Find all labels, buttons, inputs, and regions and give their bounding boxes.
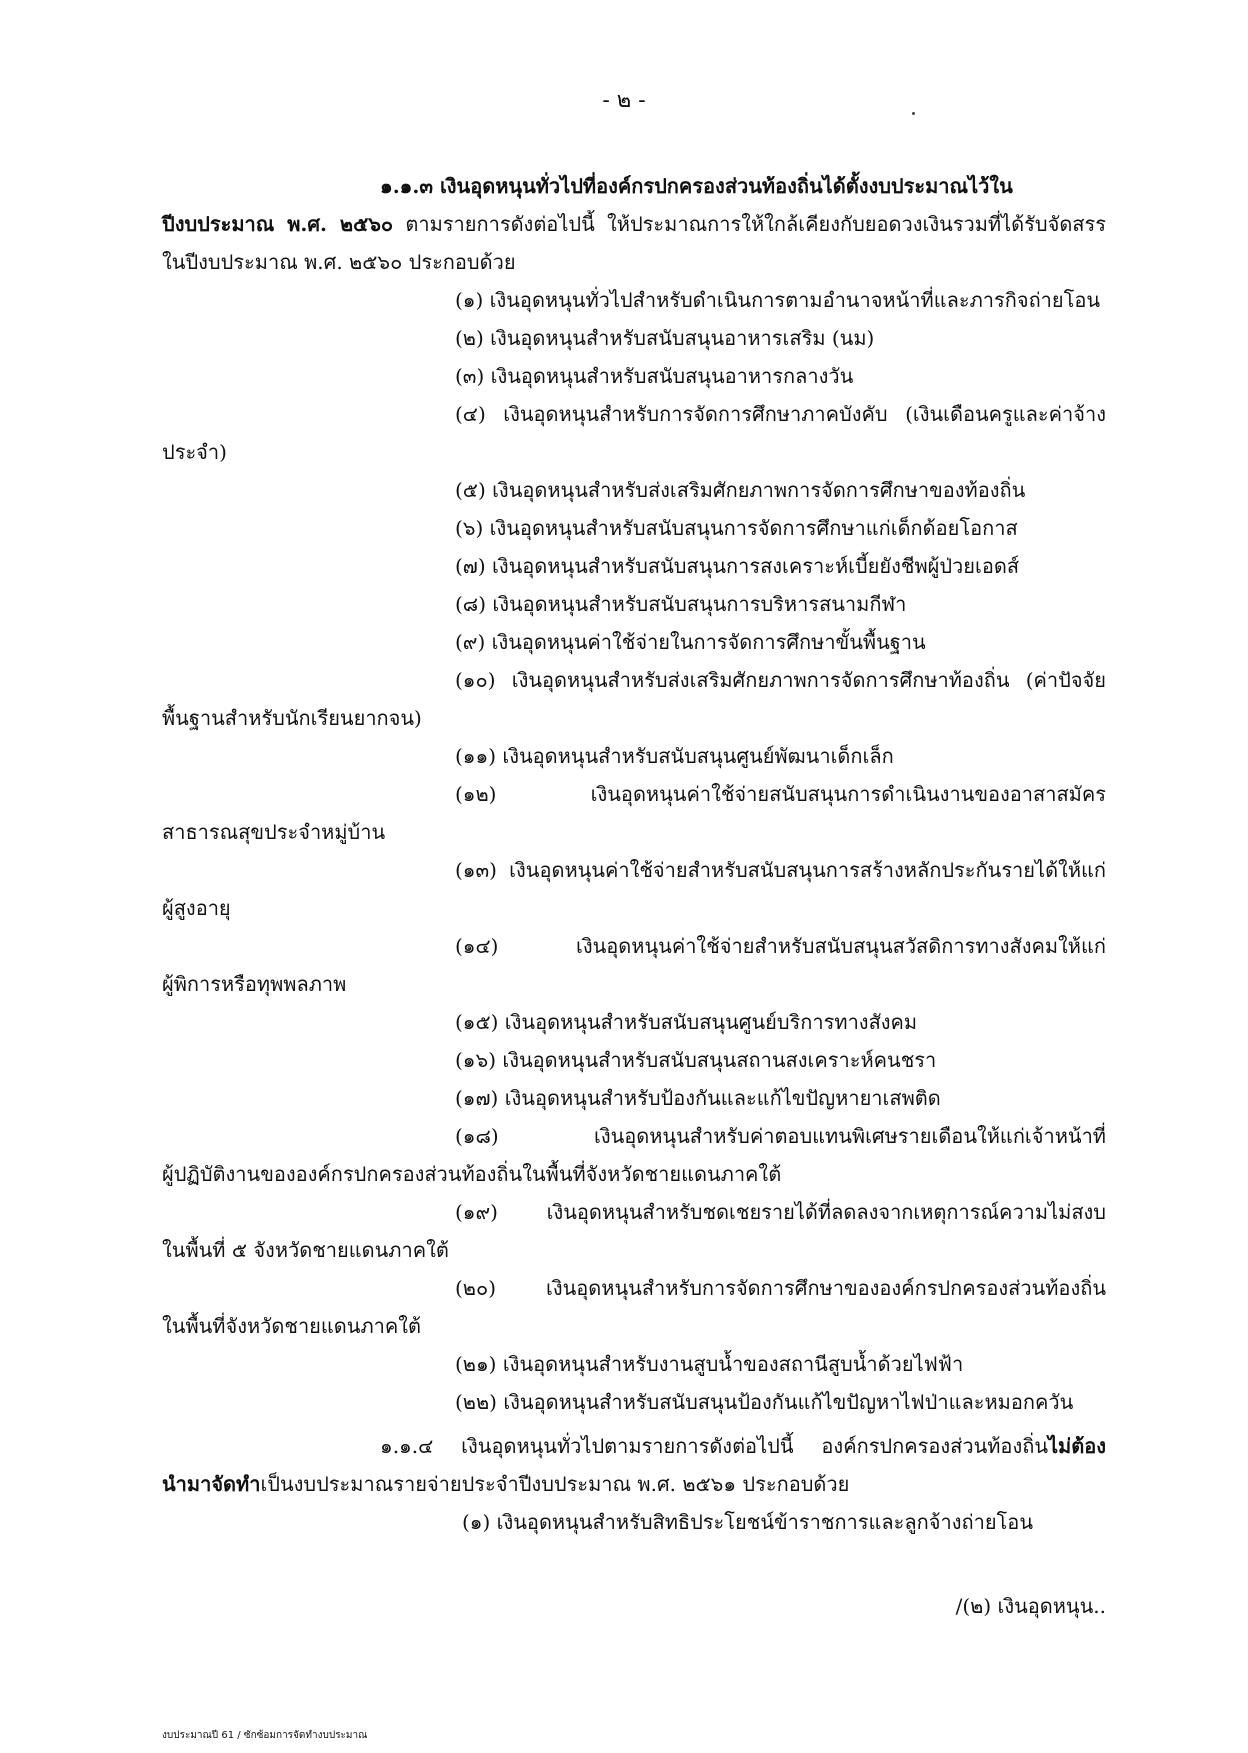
list-item: (๑๒) เงินอุดหนุนค่าใช้จ่ายสนับสนุนการดำเนินงานของอาสาสมัคร [455,782,1106,806]
list-item: (๙) เงินอุดหนุนค่าใช้จ่ายในการจัดการศึกษาขั้นพื้นฐาน [455,630,926,654]
list-item: (๑๖) เงินอุดหนุนสำหรับสนับสนุนสถานสงเคราะห์คนชรา [455,1048,937,1072]
list-item-continuation: ผู้ปฏิบัติงานขององค์กรปกครองส่วนท้องถิ่นในพื้นที่จังหวัดชายแดนภาคใต้ [162,1162,782,1186]
list-item-continuation: สาธารณสุขประจำหมู่บ้าน [162,820,386,844]
list-item-continuation: ผู้พิการหรือทุพพลภาพ [162,972,347,996]
list-item-continuation: ผู้สูงอายุ [162,896,231,920]
section-114-line2 [162,1470,849,1498]
section-113-title: ๑.๑.๓ เงินอุดหนุนทั่วไปที่องค์กรปกครองส่วนท้องถิ่นได้ตั้งงบประมาณไว้ใน [380,174,1013,198]
list-item-continuation: พื้นฐานสำหรับนักเรียนยากจน) [162,706,422,730]
section-114-line2-text: เป็นงบประมาณรายจ่ายประจำปีงบประมาณ พ.ศ. ๒๕๖๑ ประกอบด้วย [260,1472,850,1496]
section-114-line1-text: ๑.๑.๔ เงินอุดหนุนทั่วไปตามรายการดังต่อไปนี้ องค์กรปกครองส่วนท้องถิ่น [380,1434,1048,1458]
section-113-line2-text: ตามรายการดังต่อไปนี้ ให้ประมาณการให้ใกล้เคียงกับยอดวงเงินรวมที่ได้รับจัดสรร [393,212,1106,236]
list-item: (๑) เงินอุดหนุนสำหรับสิทธิประโยชน์ข้าราชการและลูกจ้างถ่ายโอน [462,1510,1033,1534]
section-114-line1 [380,1432,1106,1460]
page-number: - ๒ - [602,88,646,113]
page-footer: งบประมาณปี 61 / ซักซ้อมการจัดทำงบประมาณ [162,1730,368,1741]
list-item: (๘) เงินอุดหนุนสำหรับสนับสนุนการบริหารสนามกีฬา [455,592,907,616]
list-item: (๒) เงินอุดหนุนสำหรับสนับสนุนอาหารเสริม (นม) [455,326,875,350]
section-113-line3: ในปีงบประมาณ พ.ศ. ๒๕๖๐ ประกอบด้วย [162,250,516,274]
list-item: (๑๘) เงินอุดหนุนสำหรับค่าตอบแทนพิเศษรายเดือนให้แก่เจ้าหน้าที่ [455,1124,1106,1148]
list-item: (๑๐) เงินอุดหนุนสำหรับส่งเสริมศักยภาพการจัดการศึกษาท้องถิ่น (ค่าปัจจัย [455,668,1106,692]
list-item: (๑๔) เงินอุดหนุนค่าใช้จ่ายสำหรับสนับสนุนสวัสดิการทางสังคมให้แก่ [455,934,1106,958]
section-114-line2-emphasis: นำมาจัดทำ [162,1472,261,1496]
list-item: (๖) เงินอุดหนุนสำหรับสนับสนุนการจัดการศึกษาแก่เด็กด้อยโอกาส [455,516,1018,540]
section-113-year: ปีงบประมาณ พ.ศ. ๒๕๖๐ [162,212,394,236]
list-item-continuation: ประจำ) [162,440,227,464]
list-item: (๒๒) เงินอุดหนุนสำหรับสนับสนุนป้องกันแก้ไขปัญหาไฟป่าและหมอกควัน [455,1390,1074,1414]
list-item-continuation: ในพื้นที่ ๕ จังหวัดชายแดนภาคใต้ [162,1238,449,1262]
continuation-note: /(๒) เงินอุดหนุน.. [955,1594,1106,1618]
list-item: (๔) เงินอุดหนุนสำหรับการจัดการศึกษาภาคบังคับ (เงินเดือนครูและค่าจ้าง [455,402,1106,426]
list-item-continuation: ในพื้นที่จังหวัดชายแดนภาคใต้ [162,1314,421,1338]
section-113-line2 [162,210,1106,238]
list-item: (๑๗) เงินอุดหนุนสำหรับป้องกันและแก้ไขปัญหายาเสพติด [455,1086,941,1110]
list-item: (๑๕) เงินอุดหนุนสำหรับสนับสนุนศูนย์บริการทางสังคม [455,1010,918,1034]
section-114-line1-emphasis: ไม่ต้อง [1047,1434,1106,1458]
list-item: (๕) เงินอุดหนุนสำหรับส่งเสริมศักยภาพการจัดการศึกษาของท้องถิ่น [455,478,1026,502]
list-item: (๓) เงินอุดหนุนสำหรับสนับสนุนอาหารกลางวัน [455,364,854,388]
scan-speck [912,112,915,115]
list-item: (๑๑) เงินอุดหนุนสำหรับสนับสนุนศูนย์พัฒนาเด็กเล็ก [455,744,894,768]
list-item: (๗) เงินอุดหนุนสำหรับสนับสนุนการสงเคราะห์เบี้ยยังชีพผู้ป่วยเอดส์ [455,554,1020,578]
list-item: (๑๓) เงินอุดหนุนค่าใช้จ่ายสำหรับสนับสนุนการสร้างหลักประกันรายได้ให้แก่ [455,858,1106,882]
list-item: (๒๐) เงินอุดหนุนสำหรับการจัดการศึกษาขององค์กรปกครองส่วนท้องถิ่น [455,1276,1106,1300]
list-item: (๑๙) เงินอุดหนุนสำหรับชดเชยรายได้ที่ลดลงจากเหตุการณ์ความไม่สงบ [455,1200,1106,1224]
list-item: (๑) เงินอุดหนุนทั่วไปสำหรับดำเนินการตามอำนาจหน้าที่และภารกิจถ่ายโอน [455,288,1101,312]
list-item: (๒๑) เงินอุดหนุนสำหรับงานสูบน้ำของสถานีสูบน้ำด้วยไฟฟ้า [455,1352,964,1376]
